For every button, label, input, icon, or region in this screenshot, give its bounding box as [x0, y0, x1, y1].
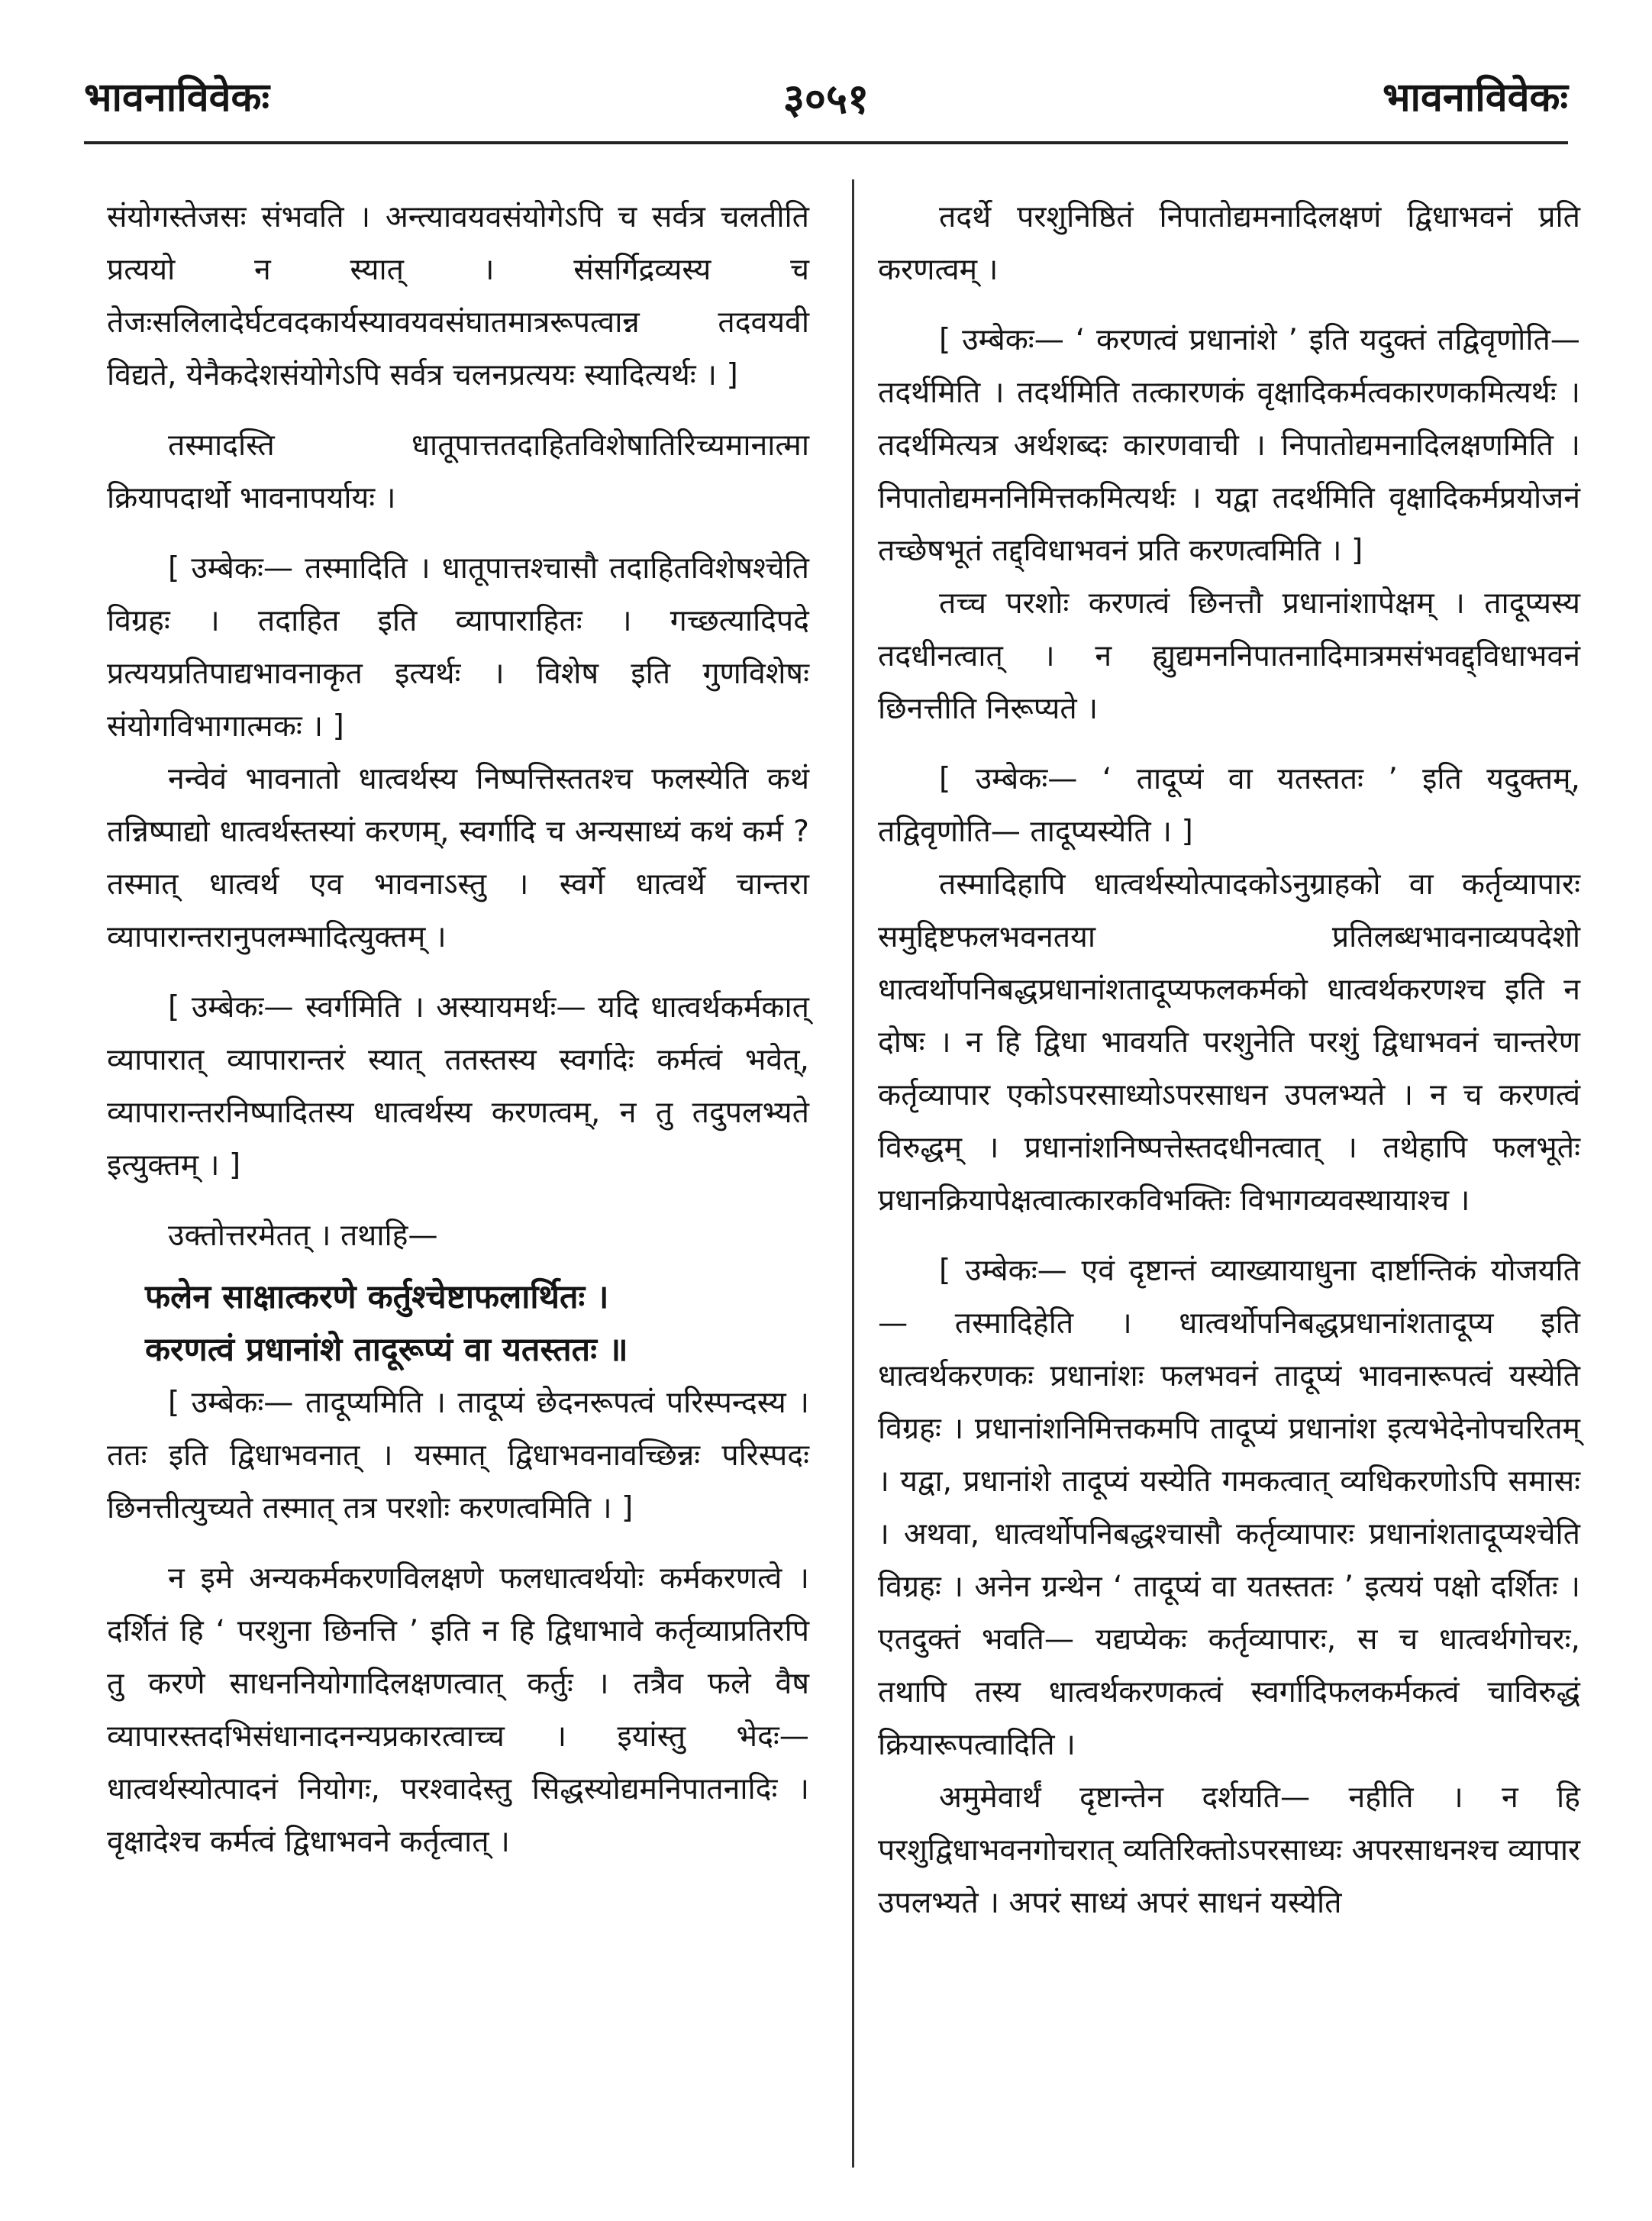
running-header [84, 53, 1568, 137]
paragraph: नन्वेवं भावनातो धात्वर्थस्य निष्पत्तिस्ततश्च फलस्येति कथं तन्निष्पाद्यो धात्वर्थस्तस्यां करणम्, स्वर्गादि च अन्यसाध्यं कथं कर्म ? तस्मात् धात्वर्थ एव भावनाऽस्तु । स्वर्गे धात्वर्थे चान्तरा व्यापारान्तरानुपलम्भादित्युक्तम् । [107, 762, 809, 954]
paragraph: तदर्थे परशुनिष्ठितं निपातोद्यमनादिलक्षणं द्विधाभवनं प्रति करणत्वम् । [878, 200, 1580, 287]
commentary-paragraph: [ उम्बेकः— एवं दृष्टान्तं व्याख्यायाधुना दार्ष्टान्तिकं योजयति— तस्मादिहेति । धात्वर्थोपनिबद्धप्रधानांशतादूप्य इति धात्वर्थकरणकः प्रधानांशः फलभवनं तादूप्यं भावनारूपत्वं यस्येति विग्रहः । प्रधानांशनिमित्तकमपि तादूप्यं प्रधानांश इत्यभेदेनोपचरितम् । यद्वा, प्रधानांशे तादूप्यं यस्येति गमकत्वात् व्यधिकरणोऽपि समासः । अथवा, धात्वर्थोपनिबद्धश्चासौ कर्तृव्यापारः प्रधानांशतादूप्यश्चेति विग्रहः । अनेन ग्रन्थेन ‘ तादूप्यं वा यतस्ततः ’ इत्ययं पक्षो दर्शितः । एतदुक्तं भवति— यद्यप्येकः कर्तृव्यापारः, स च धात्वर्थगोचरः, तथापि तस्य धात्वर्थकरणकत्वं स्वर्गादिफलकर्मकत्वं चाविरुद्धं क्रियारूपत्वादिति । [878, 1254, 1580, 1762]
page-number: ३०५१ [782, 75, 870, 123]
header-title-right: भावनाविवेकः [1383, 75, 1568, 121]
left-column [107, 191, 809, 1868]
paragraph-continuation: संयोगस्तेजसः संभवति । अन्त्यावयवसंयोगेऽपि च सर्वत्र चलतीति प्रत्ययो न स्यात् । संसर्गिद्रव्यस्य च तेजःसलिलादेर्घटवदकार्यस्यावयवसंघातमात्ररूपत्वान्न तदवयवी विद्यते, येनैकदेशसंयोगेऽपि सर्वत्र चलनप्रत्ययः स्यादित्यर्थः । ] [107, 200, 809, 392]
commentary-paragraph: [ उम्बेकः— ‘ करणत्वं प्रधानांशे ’ इति यदुक्तं तद्विवृणोति— तदर्थमिति । तदर्थमिति तत्कारणकं वृक्षादिकर्मत्वकारणकमित्यर्थः । तदर्थमित्यत्र अर्थशब्दः कारणवाची । निपातोद्यमनादिलक्षणमिति । निपातोद्यमननिमित्तकमित्यर्थः । यद्वा तदर्थमिति वृक्षादिकर्मप्रयोजनं तच्छेषभूतं तद्द्विधाभवनं प्रति करणत्वमिति । ] [878, 323, 1580, 568]
paragraph: न इमे अन्यकर्मकरणविलक्षणे फलधात्वर्थयोः कर्मकरणत्वे । दर्शितं हि ‘ परशुना छिनत्ति ’ इति न हि द्विधाभावे कर्तृव्याप्रतिरपि तु करणे साधननियोगादिलक्षणत्वात् कर्तुः । तत्रैव फले वैष व्यापारस्तदभिसंधानादनन्यप्रकारत्वाच्च । इयांस्तु भेदः— धात्वर्थस्योत्पादनं नियोगः, परश्वादेस्तु सिद्धस्योद्यमनिपातनादिः । वृक्षादेश्च कर्मत्वं द्विधाभवने कर्तृत्वात् । [107, 1561, 809, 1859]
commentary-paragraph: [ उम्बेकः— स्वर्गमिति । अस्यायमर्थः— यदि धात्वर्थकर्मकात् व्यापारात् व्यापारान्तरं स्यात् ततस्तस्य स्वर्गादेः कर्मत्वं भवेत्, व्यापारान्तरनिष्पादितस्य धात्वर्थस्य करणत्वम्, न तु तदुपलभ्यते इत्युक्तम् । ] [107, 990, 809, 1183]
header-title-left: भावनाविवेकः [84, 75, 269, 121]
commentary-paragraph: [ उम्बेकः— तस्मादिति । धातूपात्तश्चासौ तदाहितविशेषश्चेति विग्रहः । तदाहित इति व्यापाराहितः । गच्छत्यादिपदे प्रत्ययप्रतिपाद्यभावनाकृत इत्यर्थः । विशेष इति गुणविशेषः संयोगविभागात्मकः । ] [107, 551, 809, 744]
commentary-paragraph: [ उम्बेकः— ‘ तादूप्यं वा यतस्ततः ’ इति यदुक्तम्, तद्विवृणोति— तादूप्यस्येति । ] [878, 762, 1580, 849]
commentary-paragraph: [ उम्बेकः— तादूप्यमिति । तादूप्यं छेदनरूपत्वं परिस्पन्दस्य । ततः इति द्विधाभवनात् । यस्मात् द्विधाभवनावच्छिन्नः परिस्पदः छिनत्तीत्युच्यते तस्मात् तत्र परशोः करणत्वमिति । ] [107, 1386, 809, 1525]
paragraph: उक्तोत्तरमेतत् । तथाहि— [168, 1219, 438, 1253]
paragraph: तस्मादिहापि धात्वर्थस्योत्पादकोऽनुग्राहको वा कर्तृव्यापारः समुद्दिष्टफलभवनतया प्रतिलब्धभावनाव्यपदेशो धात्वर्थोपनिबद्धप्रधानांशतादूप्यफलकर्मको धात्वर्थकरणश्च इति न दोषः । न हि द्विधा भावयति परशुनेति परशुं द्विधाभवनं चान्तरेण कर्तृव्यापार एकोऽपरसाध्योऽपरसाधन उपलभ्यते । न च करणत्वं विरुद्धम् । प्रधानांशनिष्पत्तेस्तदधीनत्वात् । तथेहापि फलभूतेः प्रधानक्रियापेक्षत्वात्कारकविभक्तिः विभागव्यवस्थायाश्च । [878, 867, 1580, 1218]
paragraph: अमुमेवार्थं दृष्टान्तेन दर्शयति— नहीति । न हि परशुद्विधाभवनगोचरात् व्यतिरिक्तोऽपरसाध्यः अपरसाधनश्च व्यापार उपलभ्यते । अपरं साध्यं अपरं साधनं यस्येति [878, 1780, 1580, 1920]
paragraph: तस्मादस्ति धातूपात्ततदाहितविशेषातिरिच्यमानात्मा क्रियापदार्थो भावनापर्यायः । [107, 428, 809, 515]
column-divider [852, 179, 854, 2168]
verse-line: करणत्वं प्रधानांशे तादूरूप्यं वा यतस्ततः ॥ [145, 1331, 628, 1369]
header-rule [84, 141, 1568, 144]
paragraph: तच्च परशोः करणत्वं छिनत्तौ प्रधानांशापेक्षम् । तादूप्यस्य तदधीनत्वात् । न ह्युद्यमननिपातनादिमात्रमसंभवद्द्विधाभवनं छिनत्तीति निरूप्यते । [878, 586, 1580, 726]
right-column [878, 191, 1580, 1929]
verse-line: फलेन साक्षात्करणे कर्तुश्चेष्टाफलार्थितः । [145, 1278, 609, 1316]
